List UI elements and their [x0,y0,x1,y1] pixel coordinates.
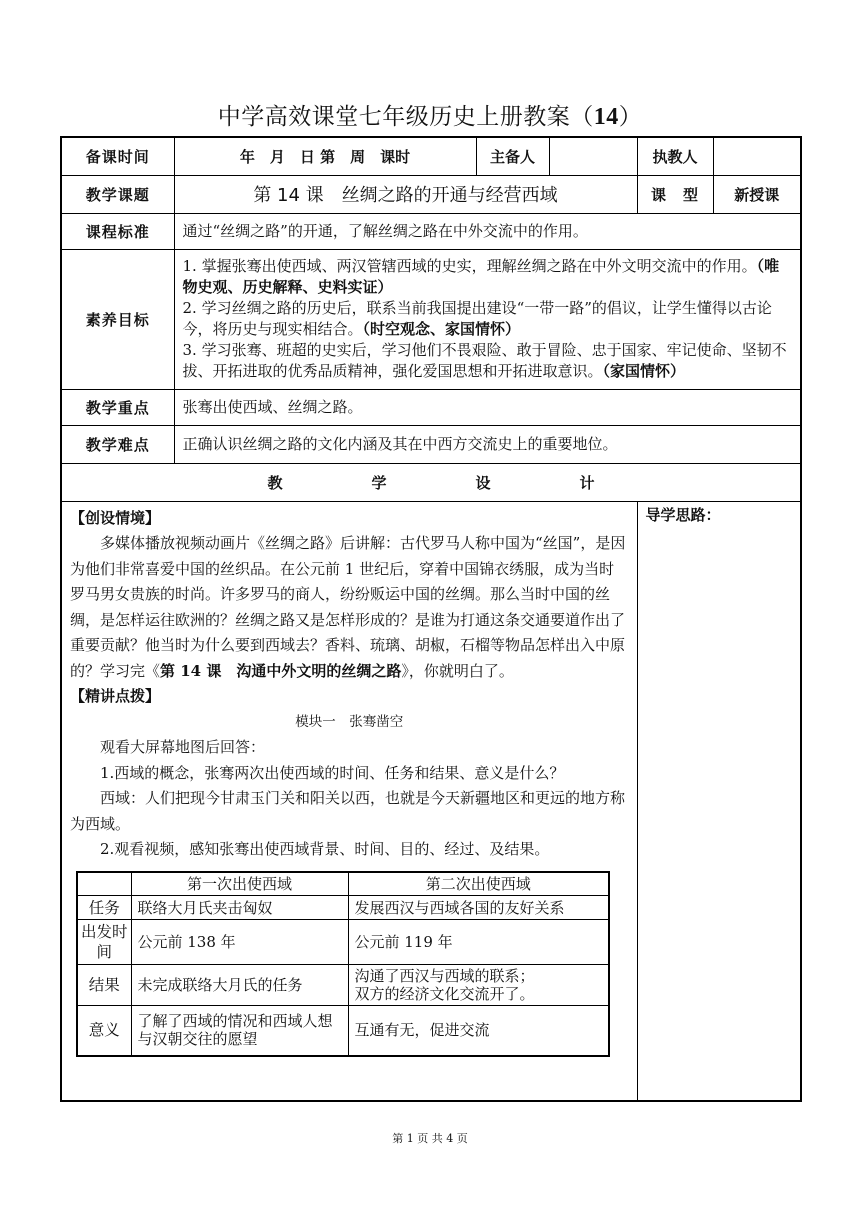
goals-value [174,249,801,389]
row-design-body [61,501,801,1101]
section-heading-explain: 【精讲点拨】 [70,687,161,705]
title-close: ） [618,104,643,130]
label-key-points: 教学重点 [61,389,174,425]
cell-departure-second: 公元前 119 年 [348,920,609,965]
missions-header-row [77,872,609,896]
label-prep-time: 备课时间 [61,137,174,175]
label-difficulties: 教学难点 [61,425,174,463]
design-char-2: 学 [371,473,387,492]
scenario-paragraph [70,531,629,684]
teacher-value [713,137,801,175]
title-number: 14 [593,104,619,130]
row-label-departure: 出发时间 [77,920,131,965]
row-topic [61,175,801,213]
prep-time-value: 年 月 日 第 周 课时 [174,137,476,175]
guidance-notes: 导学思路： [637,501,801,1101]
goal-3: 3. 学习张骞、班超的史实后，学习他们不畏艰险、敢于冒险、忠于国家、牢记使命、坚韧不拔、开拓进取的优秀品质精神，强化爱国思想和开拓进取意识。 [182,341,787,380]
row-label-result: 结果 [77,965,131,1006]
row-goals [61,249,801,389]
label-teacher: 执教人 [637,137,713,175]
goal-2: 2. 学习丝绸之路的历史后，联系当前我国提出建设“一带一路”的倡议，让学生懂得以古论今，将历史与现实相结合。 [182,299,772,338]
definition-term: 西域： [100,789,146,807]
table-row [77,1006,609,1056]
missions-header-first: 第一次出使西域 [131,872,348,896]
cell-result-first: 未完成联络大月氏的任务 [131,965,348,1006]
goal-2-tags: （时空观念、家国情怀） [362,320,521,338]
table-row [77,920,609,965]
cell-departure-first: 公元前 138 年 [131,920,348,965]
topic-value: 第 14 课 丝绸之路的开通与经营西域 [174,175,637,213]
scenario-text: 多媒体播放视频动画片《丝绸之路》后讲解：古代罗马人称中国为“丝国”，是因为他们非常喜爱中国的丝织品。在公元前 1 世纪后，穿着中国锦衣绣服，成为当时罗马男女贵族的时尚。许多罗马的商人，纷纷贩运中国的丝绸。那么当时中国的丝绸，是怎样运往欧洲的？丝绸之路又是怎样形成的？是谁为打通这条交通要道作出了重要贡献？他当时为什么要到西域去？香料、琉璃、胡椒，石榴等物品怎样出入中原的？学习完《 [70,534,626,680]
cell-result-second: 沟通了西汉与西域的联系； 双方的经济文化交流开了。 [348,965,609,1006]
lesson-type-value: 新授课 [713,175,801,213]
goal-1: 1. 掌握张骞出使西域、两汉管辖西域的史实，理解丝绸之路在中外文明交流中的作用。 [182,257,757,275]
page-footer: 第 1 页 共 4 页 [392,1132,468,1145]
row-label-significance: 意义 [77,1006,131,1056]
row-key-points [61,389,801,425]
module-title: 模块一 张骞凿空 [295,713,404,730]
title-text: 中学高效课堂七年级历史上册教案（ [217,104,594,130]
page-title [60,98,800,131]
missions-table [76,871,610,1057]
row-prep-time [61,137,801,175]
missions-header-blank [77,872,131,896]
difficulties-value: 正确认识丝绸之路的文化内涵及其在中西方交流史上的重要地位。 [174,425,801,463]
design-content [61,501,637,1101]
standard-value: 通过“丝绸之路”的开通，了解丝绸之路在中外交流中的作用。 [174,213,801,249]
table-row [77,896,609,920]
table-row [77,965,609,1006]
question-2: 2.观看视频，感知张骞出使西域背景、时间、目的、经过、及结果。 [100,840,550,858]
row-standard [61,213,801,249]
western-regions-definition [70,786,629,837]
lesson-name: 第 14 课 沟通中外文明的丝绸之路 [160,661,402,680]
label-standard: 课程标准 [61,213,174,249]
label-main-prep: 主备人 [476,137,549,175]
question-1: 1.西域的概念，张骞两次出使西域的时间、任务和结果、意义是什么？ [100,763,565,782]
lesson-plan-table [60,136,802,1102]
instruction-text: 观看大屏幕地图后回答： [100,738,266,756]
cell-significance-first: 了解了西域的情况和西域人想与汉朝交往的愿望 [131,1006,348,1056]
cell-task-first: 联络大月氏夹击匈奴 [131,896,348,920]
label-lesson-type: 课 型 [637,175,713,213]
definition-text: 人们把现今甘肃玉门关和阳关以西，也就是今天新疆地区和更远的地方称为西域。 [70,789,626,833]
design-char-3: 设 [475,473,491,492]
row-label-task: 任务 [77,896,131,920]
label-topic: 教学课题 [61,175,174,213]
row-difficulties [61,425,801,463]
key-points-value: 张骞出使西域、丝绸之路。 [174,389,801,425]
missions-header-second: 第二次出使西域 [348,872,609,896]
goal-1-tags: （唯物史观、历史解释、史料实证） [182,257,780,296]
teaching-design-header [61,463,801,501]
main-prep-value [549,137,637,175]
scenario-end: 》，你就明白了。 [401,661,514,680]
goal-3-tags: （家国情怀） [602,362,686,380]
section-heading-scenario: 【创设情境】 [70,508,161,527]
design-char-1: 教 [267,473,283,492]
design-char-4: 计 [579,473,595,492]
cell-task-second: 发展西汉与西域各国的友好关系 [348,896,609,920]
row-design-header [61,463,801,501]
label-goals: 素养目标 [61,249,174,389]
cell-significance-second: 互通有无，促进交流 [348,1006,609,1056]
